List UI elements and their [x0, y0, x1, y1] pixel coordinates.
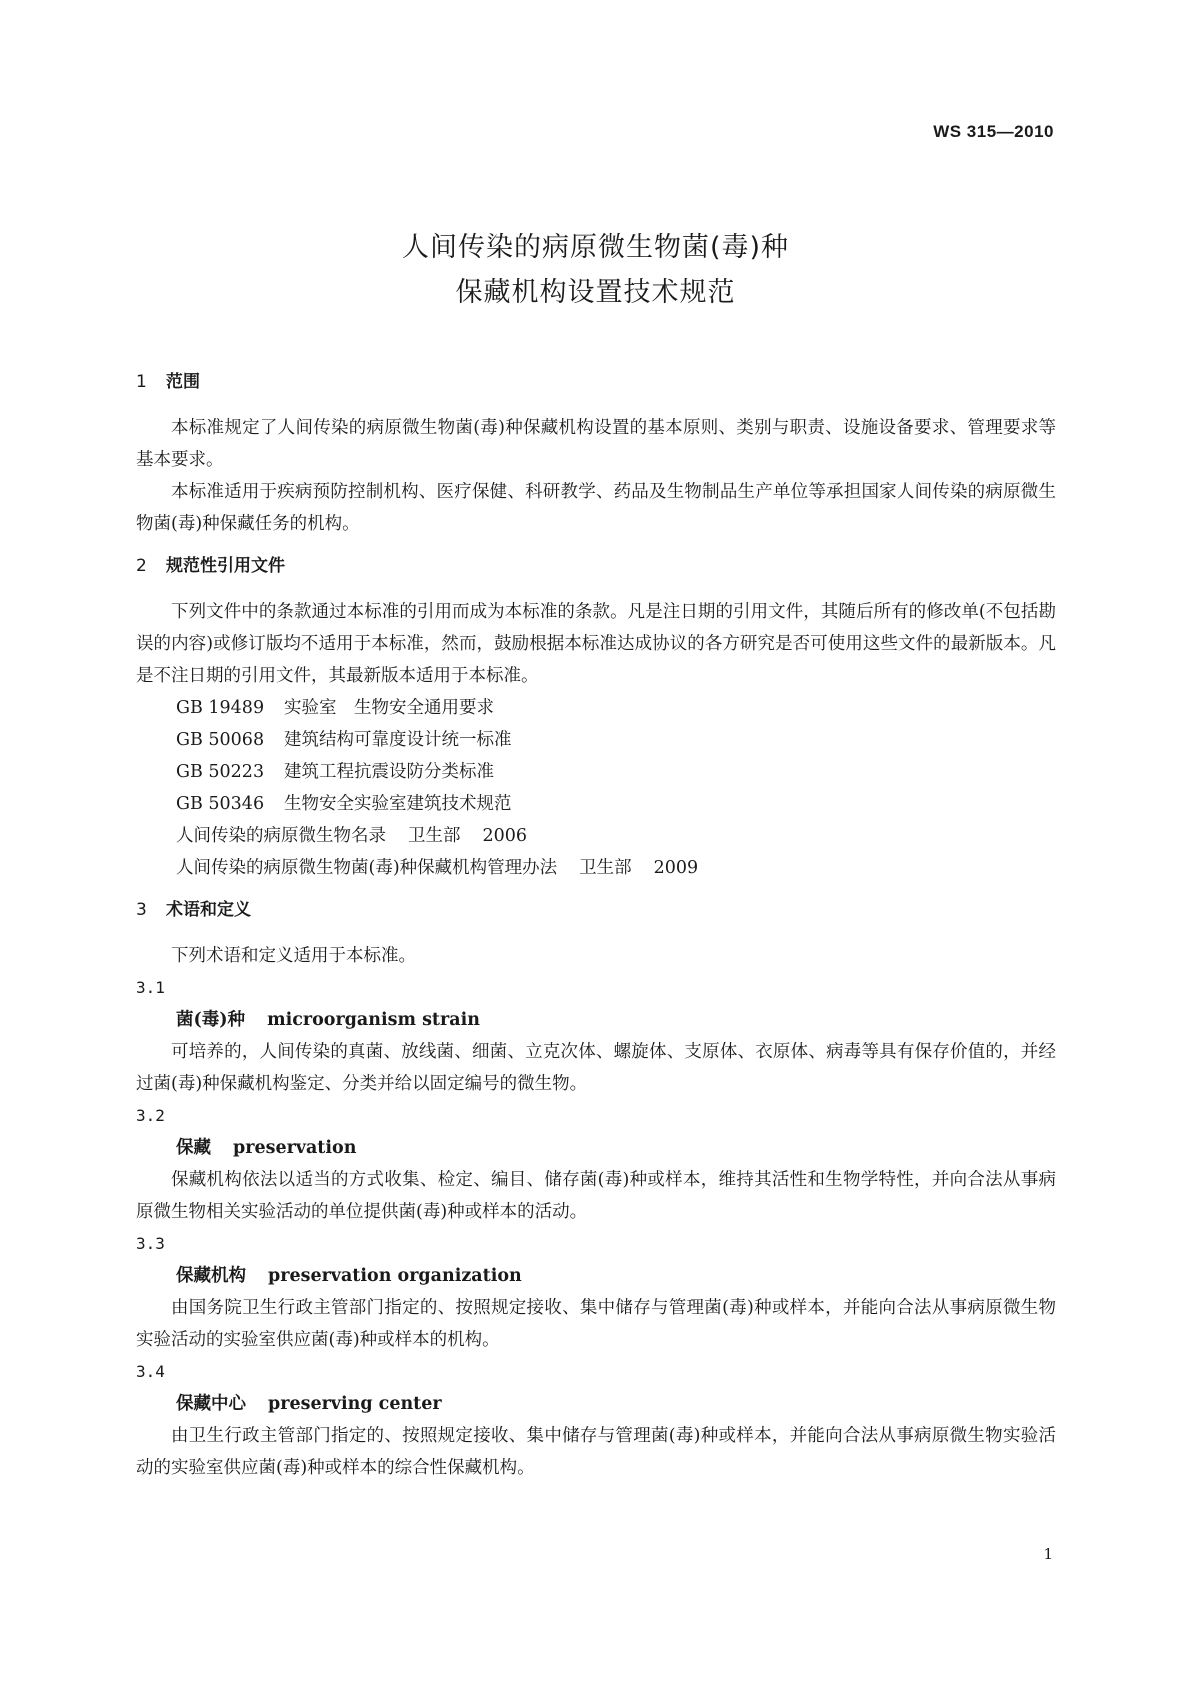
- reference-item: [136, 724, 1056, 756]
- reference-code: GB 50223: [176, 762, 265, 782]
- reference-title: 实验室 生物安全通用要求: [284, 698, 494, 718]
- section-number: 1: [136, 372, 147, 392]
- reference-year: 2006: [482, 826, 528, 846]
- reference-item: [136, 692, 1056, 724]
- section-3-heading: [136, 894, 1056, 926]
- section-title: 术语和定义: [166, 900, 251, 920]
- paragraph: 本标准规定了人间传染的病原微生物菌(毒)种保藏机构设置的基本原则、类别与职责、设施设备要求、管理要求等基本要求。: [136, 418, 1056, 470]
- paragraph: 下列术语和定义适用于本标准。: [171, 946, 416, 966]
- section-1-heading: [136, 366, 1056, 398]
- clause-number: 3.2: [136, 1106, 165, 1125]
- reference-org: 卫生部: [408, 826, 461, 846]
- term-heading: [136, 1132, 1056, 1164]
- term-en: preservation organization: [268, 1266, 522, 1286]
- reference-item: [136, 820, 1056, 852]
- paragraph: 下列文件中的条款通过本标准的引用而成为本标准的条款。凡是注日期的引用文件，其随后所有的修改单(不包括勘误的内容)或修订版均不适用于本标准，然而，鼓励根据本标准达成协议的各方研究是否可使用这些文件的最新版本。凡是不注日期的引用文件，其最新版本适用于本标准。: [136, 602, 1056, 686]
- clause-number: 3.4: [136, 1362, 165, 1381]
- reference-title: 人间传染的病原微生物名录: [176, 826, 386, 846]
- term-heading: [136, 1388, 1056, 1420]
- reference-title: 人间传染的病原微生物菌(毒)种保藏机构管理办法: [176, 858, 558, 878]
- term-definition: 可培养的，人间传染的真菌、放线菌、细菌、立克次体、螺旋体、支原体、衣原体、病毒等具有保存价值的，并经过菌(毒)种保藏机构鉴定、分类并给以固定编号的微生物。: [136, 1042, 1056, 1094]
- page-number: 1: [1043, 1545, 1053, 1563]
- document-title-line-1: 人间传染的病原微生物菌(毒)种: [401, 232, 790, 263]
- section-number: 2: [136, 556, 147, 576]
- document-body: [136, 366, 1056, 1484]
- reference-title: 建筑结构可靠度设计统一标准: [284, 730, 512, 750]
- section-title: 范围: [166, 372, 200, 392]
- term-zh: 菌(毒)种: [176, 1010, 246, 1030]
- reference-org: 卫生部: [579, 858, 632, 878]
- term-zh: 保藏机构: [176, 1266, 246, 1286]
- reference-item: [136, 788, 1056, 820]
- term-definition: 由国务院卫生行政主管部门指定的、按照规定接收、集中储存与管理菌(毒)种或样本，并能向合法从事病原微生物实验活动的实验室供应菌(毒)种或样本的机构。: [136, 1298, 1056, 1350]
- clause-number: 3.1: [136, 978, 165, 997]
- section-title: 规范性引用文件: [166, 556, 285, 576]
- reference-year: 2009: [653, 858, 699, 878]
- term-zh: 保藏中心: [176, 1394, 246, 1414]
- section-2-heading: [136, 550, 1056, 582]
- term-definition: 保藏机构依法以适当的方式收集、检定、编目、储存菌(毒)种或样本，维持其活性和生物学特性，并向合法从事病原微生物相关实验活动的单位提供菌(毒)种或样本的活动。: [136, 1170, 1056, 1222]
- term-zh: 保藏: [176, 1138, 211, 1158]
- reference-code: GB 19489: [176, 698, 265, 718]
- clause-number: 3.3: [136, 1234, 165, 1253]
- term-en: preservation: [233, 1138, 357, 1158]
- term-en: preserving center: [268, 1394, 442, 1414]
- reference-code: GB 50068: [176, 730, 265, 750]
- section-number: 3: [136, 900, 147, 920]
- reference-item: [136, 852, 1056, 884]
- term-definition: 由卫生行政主管部门指定的、按照规定接收、集中储存与管理菌(毒)种或样本，并能向合法从事病原微生物实验活动的实验室供应菌(毒)种或样本的综合性保藏机构。: [136, 1426, 1056, 1478]
- term-heading: [136, 1260, 1056, 1292]
- reference-title: 建筑工程抗震设防分类标准: [284, 762, 494, 782]
- reference-code: GB 50346: [176, 794, 265, 814]
- paragraph: 本标准适用于疾病预防控制机构、医疗保健、科研教学、药品及生物制品生产单位等承担国家人间传染的病原微生物菌(毒)种保藏任务的机构。: [136, 482, 1056, 534]
- reference-item: [136, 756, 1056, 788]
- reference-title: 生物安全实验室建筑技术规范: [284, 794, 512, 814]
- term-en: microorganism strain: [267, 1010, 480, 1030]
- standard-code: WS 315—2010: [933, 122, 1054, 141]
- term-heading: [136, 1004, 1056, 1036]
- document-title-line-2: 保藏机构设置技术规范: [455, 277, 736, 308]
